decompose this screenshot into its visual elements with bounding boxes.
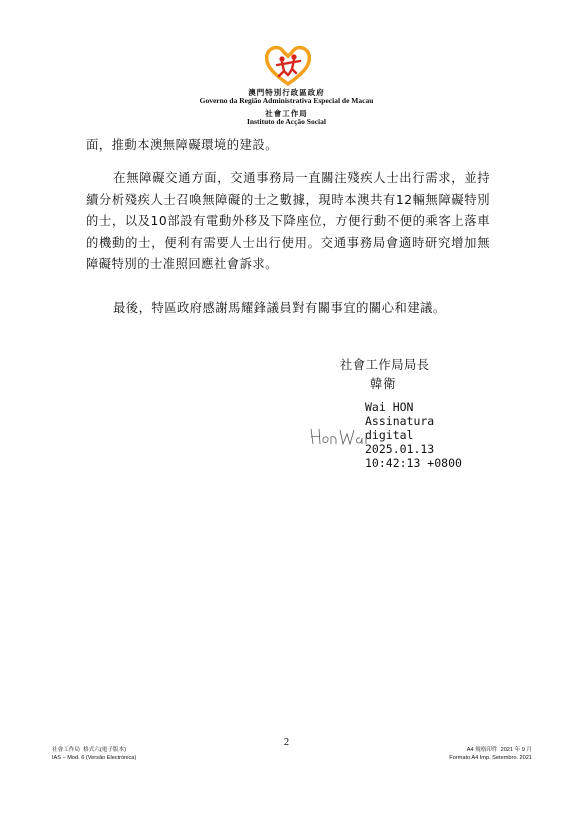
- footer-form-portuguese: IAS – Mod. 6 (Versão Electrónica): [52, 755, 137, 761]
- paragraph-transport: [86, 168, 490, 276]
- handwritten-signature: [309, 425, 369, 447]
- paragraph-closing-text: 最後，特區政府感謝馬耀鋒議員對有關事宜的關心和建議。: [113, 301, 446, 315]
- page-number: 2: [283, 737, 290, 748]
- digital-signature-name: Wai HON: [365, 400, 414, 414]
- government-name-chinese: 澳門特別行政區政府: [248, 88, 325, 97]
- logo-heart-shape: [267, 48, 310, 84]
- paragraph-transport-text: 在無障礙交通方面，交通事務局一直關注殘疾人士出行需求，並持續分析殘疾人士召喚無障礙的士之數據，現時本澳共有12輛無障礙特別的士，以及10部設有電動外移及下降座位，方便行動不便的乘客上落車的機動的士，便利有需要人士出行使用。交通事務局會適時研究增加無障礙特別的士准照回應社會訴求。: [86, 171, 490, 271]
- paragraph-continuation: 面，推動本澳無障礙環境的建設。: [86, 138, 278, 152]
- digital-signature-label-2: digital: [365, 428, 414, 442]
- digital-signature-date: 2025.01.13: [365, 442, 435, 456]
- ias-logo: [265, 44, 311, 86]
- footer-format-portuguese: Formato A4 Imp. Setembro. 2021: [449, 755, 532, 761]
- institute-name-chinese: 社會工作局: [265, 109, 308, 118]
- signatory-title: 社會工作局局長: [340, 358, 430, 372]
- institute-name-portuguese: Instituto de Acção Social: [247, 117, 326, 126]
- digital-signature-label: Assinatura: [365, 414, 435, 428]
- paragraph-closing: [86, 298, 490, 320]
- signatory-name: 韓衛: [370, 377, 397, 391]
- government-name-portuguese: Governo da Região Administrativa Especial de Macau: [199, 96, 374, 105]
- footer-form-chinese: 社會工作局 格式六(電子版本): [52, 747, 126, 753]
- footer-format-chinese: A4 規格印件 2021 年 9 月: [466, 747, 532, 753]
- digital-signature-time: 10:42:13 +0800: [365, 456, 462, 470]
